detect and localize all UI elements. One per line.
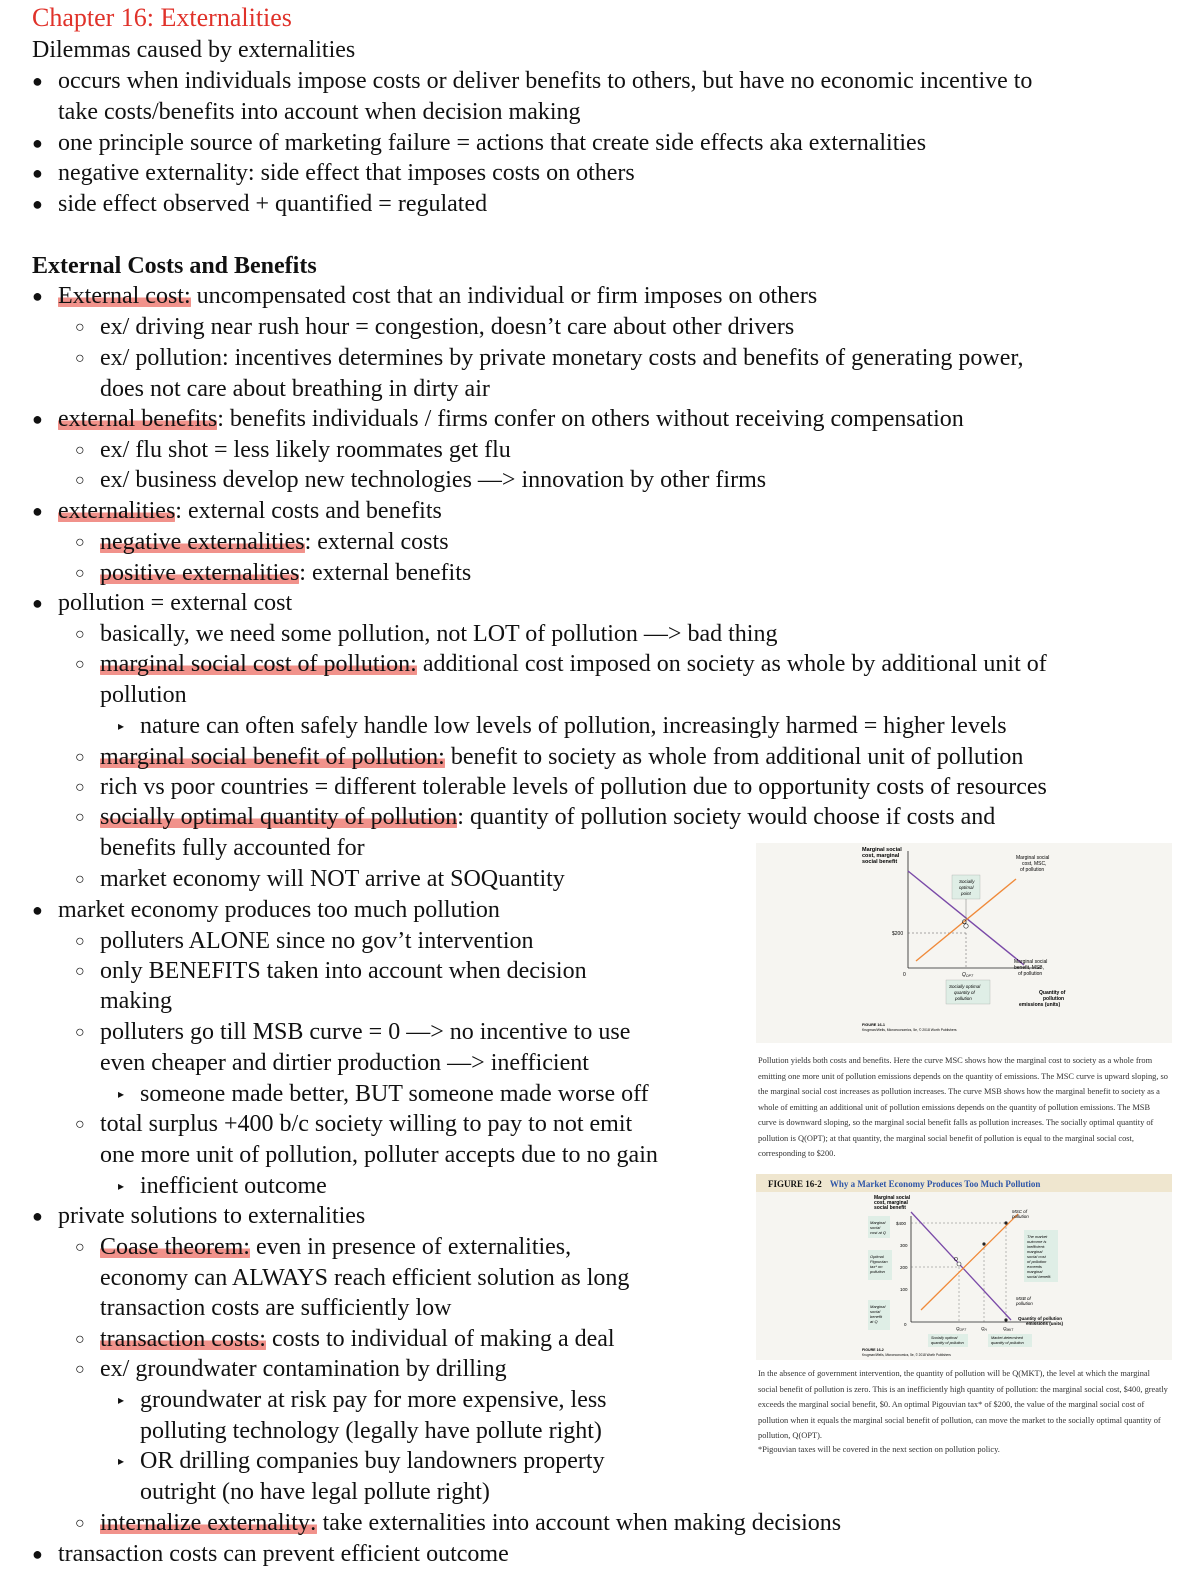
term-definition: : benefits individuals / firms confer on others without receiving compensation	[217, 406, 964, 432]
figure-credit: Krugman/Wells, Microeconomics, 5e, © 2018 Worth Publishers	[862, 1353, 951, 1357]
list-item	[58, 496, 442, 527]
bullet-circle-icon: ○	[75, 809, 85, 826]
market-note: outcome is	[1027, 1239, 1047, 1244]
market-note: inefficient:	[1027, 1244, 1046, 1249]
point-label: O	[962, 920, 967, 926]
bullet-circle-icon: ○	[75, 871, 85, 888]
list-item: rich vs poor countries = different tolerable levels of pollution due to opportunity costs of resources	[100, 774, 1047, 800]
figure-16-2-footnote: *Pigouvian taxes will be covered in the next section on pollution policy.	[758, 1445, 1000, 1454]
bullet-circle-icon: ○	[75, 565, 85, 582]
list-item-cont: pollution	[100, 682, 187, 708]
bullet-circle-icon: ○	[75, 1239, 85, 1256]
term-definition: uncompensated cost that an individual or firm imposes on others	[190, 283, 818, 309]
h-point	[982, 1242, 985, 1245]
list-item: polluters go till MSB curve = 0 —> no incentive to use	[100, 1019, 631, 1045]
bullet-circle-icon: ○	[75, 626, 85, 643]
figure-credit: Krugman/Wells, Microeconomics, 5e, © 2018 Worth Publishers	[862, 1028, 957, 1032]
highlighted-term: transaction costs:	[100, 1326, 266, 1352]
highlighted-term: internalize externality:	[100, 1510, 317, 1536]
list-item: ex/ flu shot = less likely roommates get flu	[100, 437, 511, 463]
y-axis-label: social benefit	[862, 859, 898, 865]
term-definition: : quantity of pollution society would choose if costs and	[457, 804, 996, 830]
callout-label: quantity of	[954, 990, 975, 995]
term-definition: take externalities into account when making decisions	[316, 1510, 842, 1536]
callout-label: Socially	[959, 879, 975, 884]
left-label: Pigouvian	[870, 1259, 888, 1264]
section-heading: External Costs and Benefits	[32, 253, 317, 279]
market-note: The market	[1027, 1234, 1048, 1239]
x-tick-label	[962, 972, 974, 978]
msc-label: Marginal social	[1016, 855, 1050, 861]
left-label: pollution	[870, 1269, 885, 1274]
bullet-circle-icon: ○	[75, 1515, 85, 1532]
callout-label: optimal	[959, 885, 974, 890]
figure-16-1-graph	[756, 843, 1172, 1043]
callout-label: Socially optimal	[949, 984, 981, 989]
msb-label: benefit, MSB,	[1014, 965, 1045, 971]
bullet-circle-icon: ○	[75, 350, 85, 367]
bullet-triangle-icon: ▸	[118, 1393, 125, 1407]
highlighted-term: negative externalities	[100, 529, 305, 555]
list-item	[100, 1232, 571, 1263]
list-item-cont: transaction costs are sufficiently low	[100, 1295, 452, 1321]
bullet-circle-icon: ○	[75, 442, 85, 459]
figure-16-2-caption: In the absence of government intervention, the quantity of pollution will be Q(MKT), the level at which the marginal social benefit of pollution is zero. This is an inefficiently high quantity of pollution: the marginal social cost, $400, greatly exceeds the marginal social benefit, $0. An optimal Pigouvian tax* of $200, the value of the marginal social cost of pollution when it equals the marginal social benefit of pollution, can move the market to the socially optimal quantity of pollution, Q(OPT).	[758, 1369, 1168, 1440]
y-tick-label: 200	[900, 1265, 908, 1270]
callout-label: Market-determined	[991, 1336, 1023, 1340]
bullet-dot-icon: ●	[32, 286, 43, 306]
msc-label: cost, MSC,	[1022, 861, 1047, 867]
highlighted-term: external benefits	[58, 406, 218, 432]
list-item	[100, 1324, 615, 1355]
figure-id: FIGURE 16-1	[862, 1023, 885, 1027]
list-item: OR drilling companies buy landowners property	[140, 1448, 605, 1474]
x-axis-label: Quantity of pollution	[1018, 1316, 1062, 1321]
bullet-circle-icon: ○	[75, 1331, 85, 1348]
bullet-circle-icon: ○	[75, 963, 85, 980]
y-axis-label: social benefit	[874, 1205, 906, 1211]
msc-label: pollution	[1012, 1214, 1029, 1219]
left-label: at Q	[870, 1319, 878, 1324]
left-label: benefit	[870, 1314, 883, 1319]
x-axis-label: emissions (units)	[1019, 1002, 1061, 1008]
list-item: private solutions to externalities	[58, 1203, 366, 1229]
bullet-triangle-icon: ▸	[118, 1179, 125, 1193]
list-item: basically, we need some pollution, not LOT of pollution —> bad thing	[100, 621, 778, 647]
intro-heading: Dilemmas caused by externalities	[32, 37, 356, 63]
market-note: marginal	[1027, 1249, 1043, 1254]
msb-label: pollution	[1016, 1301, 1033, 1306]
figure-16-2-title-bar	[756, 1174, 1172, 1192]
bullet-circle-icon: ○	[75, 1361, 85, 1378]
list-item	[100, 1508, 841, 1539]
bullet-dot-icon: ●	[32, 593, 43, 613]
list-item-cont: benefits fully accounted for	[100, 835, 365, 861]
figure-title-text: Why a Market Economy Produces Too Much Pollution	[827, 1179, 1041, 1189]
x-tick-main: Q	[956, 1326, 960, 1331]
list-item: side effect observed + quantified = regulated	[58, 191, 488, 217]
list-item: market economy produces too much pollution	[58, 897, 500, 923]
highlighted-term: marginal social benefit of pollution:	[100, 744, 445, 770]
list-item: groundwater at risk pay for more expensive, less	[140, 1387, 607, 1413]
term-definition: : external costs	[304, 529, 449, 555]
y-tick-label: $400	[896, 1221, 907, 1226]
y-axis-label: Marginal social	[874, 1195, 911, 1201]
x-tick-label	[1003, 1326, 1014, 1332]
bullet-circle-icon: ○	[75, 319, 85, 336]
list-item-cont: does not care about breathing in dirty air	[100, 376, 490, 402]
highlighted-term: socially optimal quantity of pollution	[100, 804, 458, 830]
term-definition: benefit to society as whole from additional unit of pollution	[444, 744, 1024, 770]
list-item: nature can often safely handle low levels of pollution, increasingly harmed = higher levels	[140, 713, 1007, 739]
page-title: Chapter 16: Externalities	[32, 3, 292, 32]
callout-label: point	[961, 891, 971, 896]
list-item: occurs when individuals impose costs or deliver benefits to others, but have no economic incentive to	[58, 68, 1033, 94]
x-tick-sub: MKT	[1006, 1328, 1014, 1332]
market-note: social benefit.	[1027, 1274, 1052, 1279]
bullet-circle-icon: ○	[75, 779, 85, 796]
list-item: negative externality: side effect that imposes costs on others	[58, 160, 635, 186]
list-item-cont: even cheaper and dirtier production —> inefficient	[100, 1050, 589, 1076]
list-item-cont: outright (no have legal pollute right)	[140, 1479, 490, 1505]
figure-16-2	[756, 1192, 1172, 1360]
list-item	[100, 742, 1023, 773]
term-definition: costs to individual of making a deal	[265, 1326, 615, 1352]
list-item-cont: economy can ALWAYS reach efficient solution as long	[100, 1265, 630, 1291]
list-item: inefficient outcome	[140, 1173, 327, 1199]
bullet-circle-icon: ○	[75, 933, 85, 950]
highlighted-term: externalities	[58, 498, 176, 524]
highlighted-term: positive externalities	[100, 560, 300, 586]
list-item-cont: one more unit of pollution, polluter accepts due to no gain	[100, 1142, 658, 1168]
callout-label: quantity of pollution	[931, 1341, 964, 1345]
left-label: tax* on	[870, 1264, 883, 1269]
bullet-dot-icon: ●	[32, 71, 43, 91]
y-tick-label: 100	[900, 1287, 908, 1292]
list-item: transaction costs can prevent efficient outcome	[58, 1541, 509, 1567]
list-item: ex/ business develop new technologies —> innovation by other firms	[100, 467, 767, 493]
bullet-dot-icon: ●	[32, 501, 43, 521]
market-note: social cost	[1027, 1254, 1046, 1259]
msc-curve	[921, 1214, 1018, 1310]
x-axis-label: Quantity of	[1039, 990, 1066, 996]
bullet-dot-icon: ●	[32, 1206, 43, 1226]
list-item-cont: polluting technology (legally have pollute right)	[140, 1418, 602, 1444]
x-tick-label	[981, 1326, 988, 1332]
x-tick-main: Q	[981, 1326, 985, 1331]
term-definition: : external benefits	[299, 560, 472, 586]
list-item-cont: take costs/benefits into account when decision making	[58, 99, 581, 125]
list-item: total surplus +400 b/c society willing to pay to not emit	[100, 1111, 633, 1137]
market-note: marginal	[1027, 1269, 1043, 1274]
figure-id: FIGURE 16-2	[862, 1348, 884, 1352]
x-tick-sub: H	[984, 1328, 987, 1332]
list-item	[58, 281, 817, 312]
x-axis-label: emissions (units)	[1026, 1321, 1064, 1326]
x-tick-label	[956, 1326, 967, 1332]
bullet-dot-icon: ●	[32, 163, 43, 183]
left-label: Marginal	[870, 1304, 886, 1309]
figure-title	[756, 1179, 1040, 1189]
msb-label: MSB of	[1016, 1296, 1031, 1301]
bullet-triangle-icon: ▸	[118, 1087, 125, 1101]
list-item: one principle source of marketing failure = actions that create side effects aka externalities	[58, 130, 927, 156]
term-definition: even in presence of externalities,	[249, 1234, 572, 1260]
x-tick-sub: OPT	[965, 974, 974, 978]
market-msc-point	[1004, 1221, 1007, 1224]
list-item: ex/ groundwater contamination by drilling	[100, 1356, 507, 1382]
y-axis-label: Marginal social	[862, 847, 902, 853]
bullet-circle-icon: ○	[75, 1116, 85, 1133]
highlighted-term: marginal social cost of pollution:	[100, 651, 417, 677]
left-label: Marginal	[870, 1220, 886, 1225]
market-note: exceeds	[1027, 1264, 1042, 1269]
term-definition: : external costs and benefits	[175, 498, 442, 524]
bullet-circle-icon: ○	[75, 656, 85, 673]
list-item	[100, 649, 1047, 680]
market-note: of pollution	[1027, 1259, 1047, 1264]
callout-label: pollution	[955, 996, 972, 1001]
figure-number: FIGURE 16-2	[768, 1179, 822, 1189]
list-item: ex/ driving near rush hour = congestion, doesn’t care about other drivers	[100, 314, 795, 340]
msc-label: of pollution	[1020, 867, 1045, 873]
bullet-circle-icon: ○	[75, 749, 85, 766]
figure-16-2-graph	[756, 1192, 1172, 1360]
point-label: O	[954, 1257, 958, 1263]
bullet-dot-icon: ●	[32, 900, 43, 920]
term-definition: additional cost imposed on society as whole by additional unit of	[416, 651, 1047, 677]
list-item: polluters ALONE since no gov’t intervention	[100, 928, 534, 954]
figure-16-1	[756, 843, 1172, 1043]
y-tick-label: $200	[892, 931, 904, 937]
list-item	[100, 802, 995, 833]
bullet-triangle-icon: ▸	[118, 1454, 125, 1468]
x-axis-label: pollution	[1043, 996, 1065, 1002]
msb-label: of pollution	[1018, 971, 1043, 977]
market-msb-point	[1004, 1318, 1007, 1321]
list-item: pollution = external cost	[58, 590, 293, 616]
list-item: someone made better, BUT someone made worse off	[140, 1081, 649, 1107]
msb-curve	[911, 1212, 1011, 1320]
callout-label: Socially optimal	[931, 1336, 958, 1340]
highlighted-term: Coase theorem:	[100, 1234, 250, 1260]
msc-label: MSC of	[1012, 1209, 1028, 1214]
y-tick-label: 300	[900, 1243, 908, 1248]
list-item-cont: making	[100, 988, 172, 1014]
left-label: social	[870, 1225, 881, 1230]
bullet-dot-icon: ●	[32, 1544, 43, 1564]
bullet-circle-icon: ○	[75, 534, 85, 551]
bullet-dot-icon: ●	[32, 409, 43, 429]
y-axis-label: cost, marginal	[862, 853, 900, 859]
list-item: only BENEFITS taken into account when decision	[100, 958, 587, 984]
bullet-dot-icon: ●	[32, 133, 43, 153]
figure-16-1-caption: Pollution yields both costs and benefits. Here the curve MSC shows how the marginal cost to society as a whole from emitting one more unit of pollution emissions depends on the quantity of emissions. The MSC curve is upward sloping, so the marginal social cost increases as pollution increases. The curve MSB shows how the marginal benefit to society as a whole of emitting an additional unit of pollution emissions depends on the quantity of pollution emissions. The MSB curve is downward sloping, so the marginal social benefit falls as pollution increases. The socially optimal quantity of pollution is Q(OPT); at that quantity, the marginal social benefit of pollution is equal to the marginal social cost, corresponding to $200.	[758, 1056, 1168, 1158]
x-tick-sub: OPT	[959, 1328, 967, 1332]
left-label: Optimal	[870, 1254, 884, 1259]
list-item: market economy will NOT arrive at SOQuantity	[100, 866, 565, 892]
bullet-circle-icon: ○	[75, 472, 85, 489]
list-item	[58, 404, 964, 435]
x-tick-main: Q	[1003, 1326, 1007, 1331]
highlighted-term: External cost:	[58, 283, 191, 309]
callout-label: quantity of pollution	[991, 1341, 1024, 1345]
left-label: social	[870, 1309, 881, 1314]
bullet-dot-icon: ●	[32, 194, 43, 214]
bullet-triangle-icon: ▸	[118, 719, 125, 733]
list-item: ex/ pollution: incentives determines by private monetary costs and benefits of generating power,	[100, 345, 1024, 371]
list-item	[100, 558, 471, 589]
origin-label: 0	[903, 972, 906, 978]
bullet-circle-icon: ○	[75, 1024, 85, 1041]
y-tick-label: 0	[904, 1322, 907, 1327]
x-tick-main: Q	[962, 972, 966, 978]
left-label: cost at Q	[870, 1230, 887, 1235]
y-axis-label: cost, marginal	[874, 1200, 908, 1206]
msb-label: Marginal social	[1014, 959, 1048, 965]
list-item	[100, 527, 449, 558]
